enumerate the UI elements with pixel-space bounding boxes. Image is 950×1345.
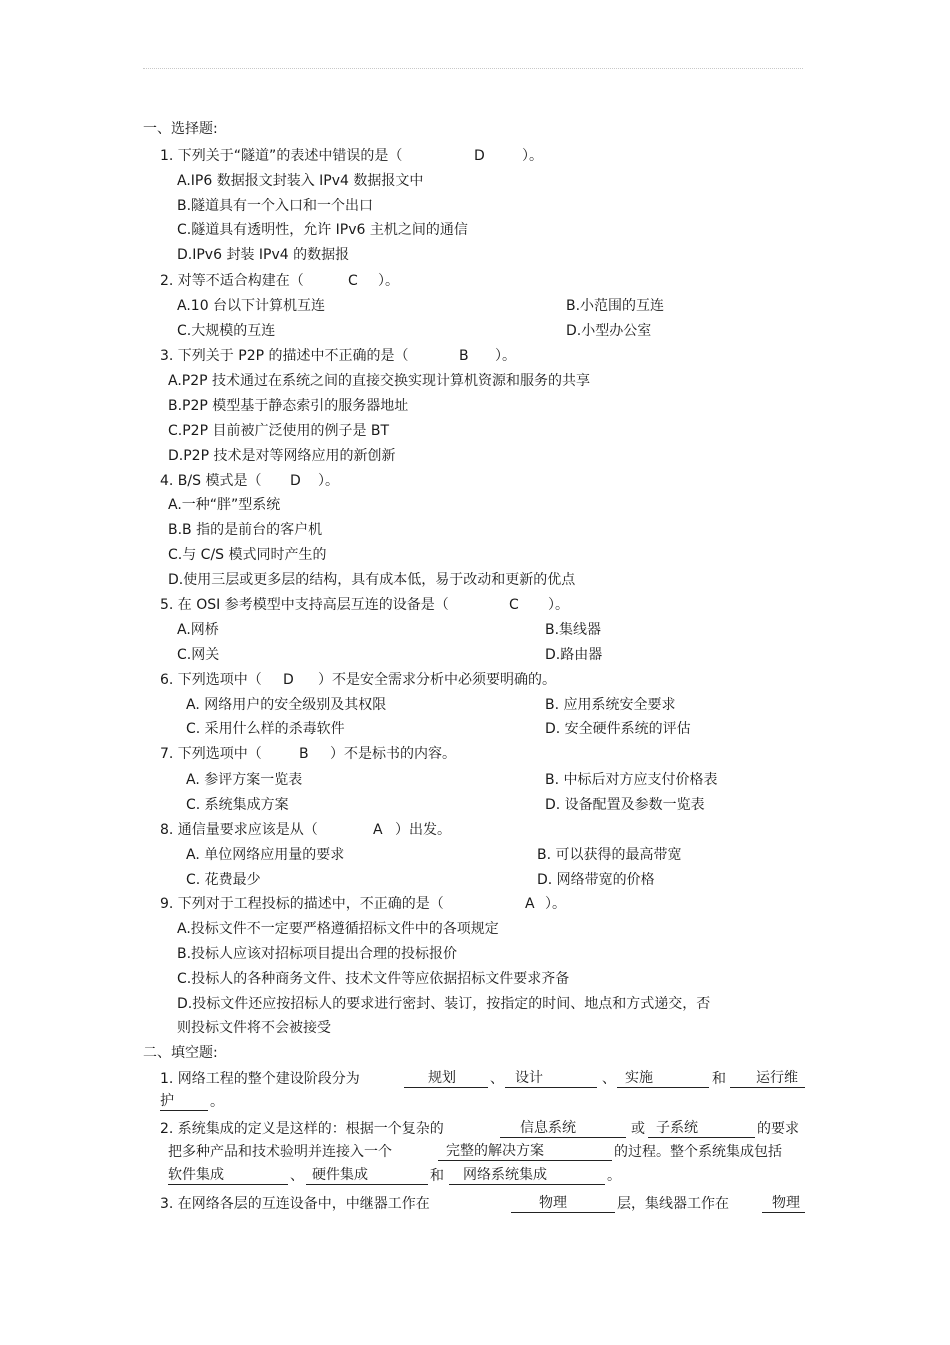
fill-1-answer-3: 实施 <box>625 1070 653 1086</box>
question-4-option-c: C.与 C/S 模式同时产生的 <box>168 547 327 563</box>
fill-2-stem-b: 的要求 <box>757 1121 799 1137</box>
fill-1-sep-2: 、 <box>602 1071 616 1087</box>
question-7-stem-end: ）不是标书的内容。 <box>330 746 456 762</box>
fill-2-blank-4 <box>168 1167 288 1185</box>
fill-3-answer-2: 物理 <box>772 1195 800 1211</box>
question-3-option-c: C.P2P 目前被广泛使用的例子是 BT <box>168 423 390 439</box>
question-7-option-b: B. 中标后对方应支付价格表 <box>545 772 718 788</box>
question-9-answer: A <box>525 896 535 912</box>
question-9-option-c: C.投标人的各种商务文件、技术文件等应依据招标文件要求齐备 <box>177 971 570 987</box>
question-9-option-d-cont: 则投标文件将不会被接受 <box>177 1020 331 1036</box>
fill-2-answer-2: 子系统 <box>656 1120 698 1136</box>
question-8-option-a: A. 单位网络应用量的要求 <box>186 847 345 863</box>
fill-1-answer-2: 设计 <box>515 1070 543 1086</box>
fill-3-stem: 3. 在网络各层的互连设备中，中继器工作在 <box>160 1196 430 1212</box>
question-6-option-a: A. 网络用户的安全级别及其权限 <box>186 697 387 713</box>
question-3-stem-end: ）。 <box>495 348 516 364</box>
fill-2-sep-2: 和 <box>430 1168 444 1184</box>
section-title: 二、填空题: <box>143 1045 218 1061</box>
fill-2-answer-4: 软件集成 <box>168 1167 224 1183</box>
question-1-option-b: B.隧道具有一个入口和一个出口 <box>177 198 374 214</box>
fill-1-blank-4 <box>730 1070 805 1088</box>
question-6-stem-end: ）不是安全需求分析中必须要明确的。 <box>318 672 556 688</box>
question-9-option-d: D.投标文件还应按招标人的要求进行密封、装订，按指定的时间、地点和方式递交，否 <box>177 996 711 1012</box>
fill-1-blank-2 <box>505 1070 597 1088</box>
question-1-answer: D <box>474 148 485 164</box>
fill-1-answer-4-cont: 护 <box>160 1093 174 1109</box>
question-5-answer: C <box>509 597 519 613</box>
fill-1-answer-4: 运行维 <box>756 1070 798 1086</box>
question-4-answer: D <box>290 473 301 489</box>
question-9-option-a: A.投标文件不一定要严格遵循招标文件中的各项规定 <box>177 921 499 937</box>
question-4-option-d: D.使用三层或更多层的结构，具有成本低，易于改动和更新的优点 <box>168 572 576 588</box>
question-7-answer: B <box>299 746 309 762</box>
question-2-answer: C <box>348 273 358 289</box>
fill-2-answer-5: 硬件集成 <box>312 1167 368 1183</box>
fill-3-answer-1: 物理 <box>539 1195 567 1211</box>
fill-1-sep-1: 、 <box>490 1071 504 1087</box>
question-2-option-a: A.10 台以下计算机互连 <box>177 298 326 314</box>
question-7-stem: 7. 下列选项中（ <box>160 746 262 762</box>
fill-1-blank-4-cont <box>160 1093 208 1111</box>
fill-1-answer-1: 规划 <box>428 1070 456 1086</box>
question-8-stem-end: ）出发。 <box>395 822 451 838</box>
fill-2-blank-2 <box>648 1120 755 1138</box>
question-6-answer: D <box>283 672 294 688</box>
fill-2-sep-1: 、 <box>290 1168 304 1184</box>
question-1-option-c: C.隧道具有透明性，允许 IPv6 主机之间的通信 <box>177 222 468 238</box>
fill-2-blank-1 <box>500 1120 626 1138</box>
question-5-stem: 5. 在 OSI 参考模型中支持高层互连的设备是（ <box>160 597 449 613</box>
question-6-stem: 6. 下列选项中（ <box>160 672 262 688</box>
question-2-option-b: B.小范围的互连 <box>566 298 665 314</box>
question-9-stem: 9. 下列对于工程投标的描述中，不正确的是（ <box>160 896 444 912</box>
fill-2-stem: 2. 系统集成的定义是这样的：根据一个复杂的 <box>160 1121 444 1137</box>
fill-2-blank-3 <box>438 1143 612 1161</box>
question-4-option-b: B.B 指的是前台的客户机 <box>168 522 323 538</box>
question-6-option-b: B. 应用系统安全要求 <box>545 697 676 713</box>
question-9-stem-end: ）。 <box>545 896 566 912</box>
question-8-answer: A <box>373 822 383 838</box>
fill-1-stem: 1. 网络工程的整个建设阶段分为 <box>160 1071 360 1087</box>
fill-1-blank-1 <box>404 1070 488 1088</box>
question-7-option-a: A. 参评方案一览表 <box>186 772 303 788</box>
fill-2-or: 或 <box>631 1121 645 1137</box>
question-9-option-b: B.投标人应该对招标项目提出合理的投标报价 <box>177 946 458 962</box>
question-4-option-a: A.一种“胖”型系统 <box>168 497 281 513</box>
question-5-option-a: A.网桥 <box>177 622 219 638</box>
question-5-option-d: D.路由器 <box>545 647 603 663</box>
question-5-stem-end: ）。 <box>548 597 569 613</box>
question-5-option-b: B.集线器 <box>545 622 602 638</box>
fill-2-blank-6 <box>449 1167 605 1185</box>
fill-1-end: 。 <box>210 1094 224 1110</box>
fill-3-stem-b: 层，集线器工作在 <box>617 1196 729 1212</box>
question-8-stem: 8. 通信量要求应该是从（ <box>160 822 318 838</box>
question-2-option-d: D.小型办公室 <box>566 323 652 339</box>
question-7-option-c: C. 系统集成方案 <box>186 797 289 813</box>
question-6-option-c: C. 采用什么样的杀毒软件 <box>186 721 345 737</box>
fill-2-blank-5 <box>306 1167 428 1185</box>
question-2-stem: 2. 对等不适合构建在（ <box>160 273 304 289</box>
section-title: 一、选择题: <box>143 121 218 137</box>
question-6-option-d: D. 安全硬件系统的评估 <box>545 721 691 737</box>
question-1-stem: 1. 下列关于“隧道”的表述中错误的是（ <box>160 148 403 164</box>
fill-3-blank-1 <box>511 1195 615 1213</box>
question-2-option-c: C.大规模的互连 <box>177 323 276 339</box>
fill-2-stem-d: 的过程。整个系统集成包括 <box>614 1144 782 1160</box>
question-3-option-a: A.P2P 技术通过在系统之间的直接交换实现计算机资源和服务的共享 <box>168 373 591 389</box>
fill-2-stem-c: 把多种产品和技术验明并连接入一个 <box>168 1144 392 1160</box>
question-1-option-a: A.IP6 数据报文封装入 IPv4 数据报文中 <box>177 173 424 189</box>
question-1-option-d: D.IPv6 封装 IPv4 的数据报 <box>177 247 350 263</box>
question-3-stem: 3. 下列关于 P2P 的描述中不正确的是（ <box>160 348 409 364</box>
question-2-stem-end: ）。 <box>378 273 399 289</box>
question-8-option-c: C. 花费最少 <box>186 872 261 888</box>
question-3-option-b: B.P2P 模型基于静态索引的服务器地址 <box>168 398 409 414</box>
question-8-option-d: D. 网络带宽的价格 <box>537 872 655 888</box>
question-3-answer: B <box>459 348 469 364</box>
question-7-option-d: D. 设备配置及参数一览表 <box>545 797 705 813</box>
fill-3-blank-2 <box>762 1195 805 1213</box>
question-8-option-b: B. 可以获得的最高带宽 <box>537 847 682 863</box>
fill-1-sep-3: 和 <box>712 1071 726 1087</box>
header-rule <box>143 68 803 69</box>
question-4-stem-end: ）。 <box>318 473 339 489</box>
fill-2-answer-1: 信息系统 <box>520 1120 576 1136</box>
fill-2-answer-6: 网络系统集成 <box>463 1167 547 1183</box>
question-3-option-d: D.P2P 技术是对等网络应用的新创新 <box>168 448 396 464</box>
fill-2-end: 。 <box>607 1168 621 1184</box>
fill-1-blank-3 <box>617 1070 709 1088</box>
question-5-option-c: C.网关 <box>177 647 220 663</box>
question-4-stem: 4. B/S 模式是（ <box>160 473 262 489</box>
fill-2-answer-3: 完整的解决方案 <box>446 1143 544 1159</box>
question-1-stem-end: ）。 <box>522 148 543 164</box>
